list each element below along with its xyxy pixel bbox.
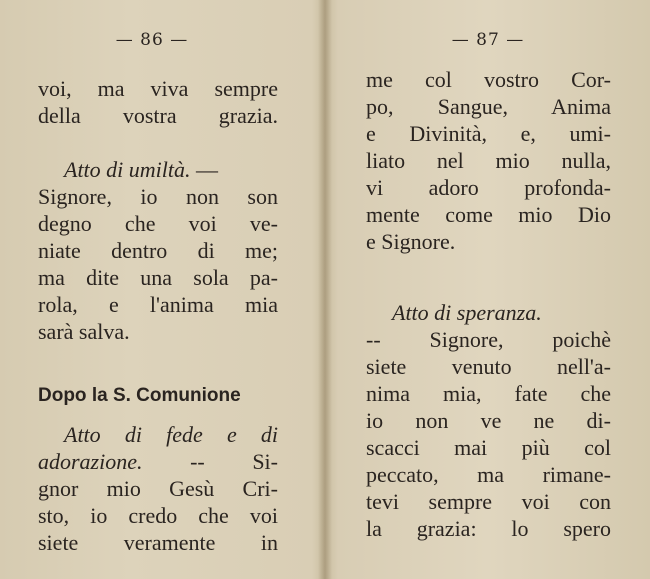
text-line: nima mia, fate che bbox=[366, 381, 611, 406]
left-page-text bbox=[38, 75, 278, 556]
text-line: gnor mio Gesù Cri- bbox=[38, 476, 278, 501]
text-line: me col vostro Cor- bbox=[366, 67, 611, 92]
page-number-right: — 87 — bbox=[451, 30, 525, 50]
section-title-umilta bbox=[38, 156, 278, 183]
speranza-title: Atto di speranza. bbox=[392, 300, 542, 325]
text-line: sto, io credo che voi bbox=[38, 503, 278, 528]
text-line: ma dite una sola pa- bbox=[38, 265, 278, 290]
text-line: scacci mai più col bbox=[366, 435, 611, 460]
text-line: siete venuto nell'a- bbox=[366, 354, 611, 379]
fede-title-line-2 bbox=[38, 448, 278, 475]
text-line: niate dentro di me; bbox=[38, 238, 278, 263]
fede-title: adorazione. bbox=[38, 449, 143, 474]
umilta-dash: — bbox=[190, 157, 218, 182]
paragraph-gap bbox=[38, 413, 278, 421]
text-line: rola, e l'anima mia bbox=[38, 292, 278, 317]
text-line: e Signore. bbox=[366, 229, 456, 254]
paragraph-gap bbox=[366, 255, 611, 299]
text-line: e Divinità, e, umi- bbox=[366, 121, 611, 146]
paragraph-gap bbox=[38, 129, 278, 156]
text-line: sarà salva. bbox=[38, 319, 130, 344]
umilta-title: Atto di umiltà. bbox=[64, 157, 191, 182]
text-line: vi adoro profonda- bbox=[366, 175, 611, 200]
text-line: tevi sempre voi con bbox=[366, 489, 611, 514]
text-line: Signore, io non son bbox=[38, 184, 278, 209]
page-number-left: — 86 — bbox=[115, 30, 189, 50]
text-line: liato nel mio nulla, bbox=[366, 148, 611, 173]
text-line: mente come mio Dio bbox=[366, 202, 611, 227]
text-line: della vostra grazia. bbox=[38, 103, 278, 128]
text-line: degno che voi ve- bbox=[38, 211, 278, 236]
right-page-text bbox=[366, 66, 611, 542]
text-line: voi, ma viva sempre bbox=[38, 76, 278, 101]
text-line: po, Sangue, Anima bbox=[366, 94, 611, 119]
text-line: la grazia: lo spero bbox=[366, 516, 611, 541]
left-page bbox=[0, 0, 320, 579]
fede-title-line: Atto di fede e di bbox=[64, 422, 278, 447]
fede-dash: -- Si- bbox=[142, 449, 278, 474]
right-page bbox=[330, 0, 650, 579]
text-line: peccato, ma rimane- bbox=[366, 462, 611, 487]
text-line: io non ve ne di- bbox=[366, 408, 611, 433]
section-heading: Dopo la S. Comunione bbox=[38, 385, 241, 406]
text-line: siete veramente in bbox=[38, 530, 278, 555]
paragraph-gap bbox=[38, 345, 278, 379]
text-line: -- Signore, poichè bbox=[366, 327, 611, 352]
